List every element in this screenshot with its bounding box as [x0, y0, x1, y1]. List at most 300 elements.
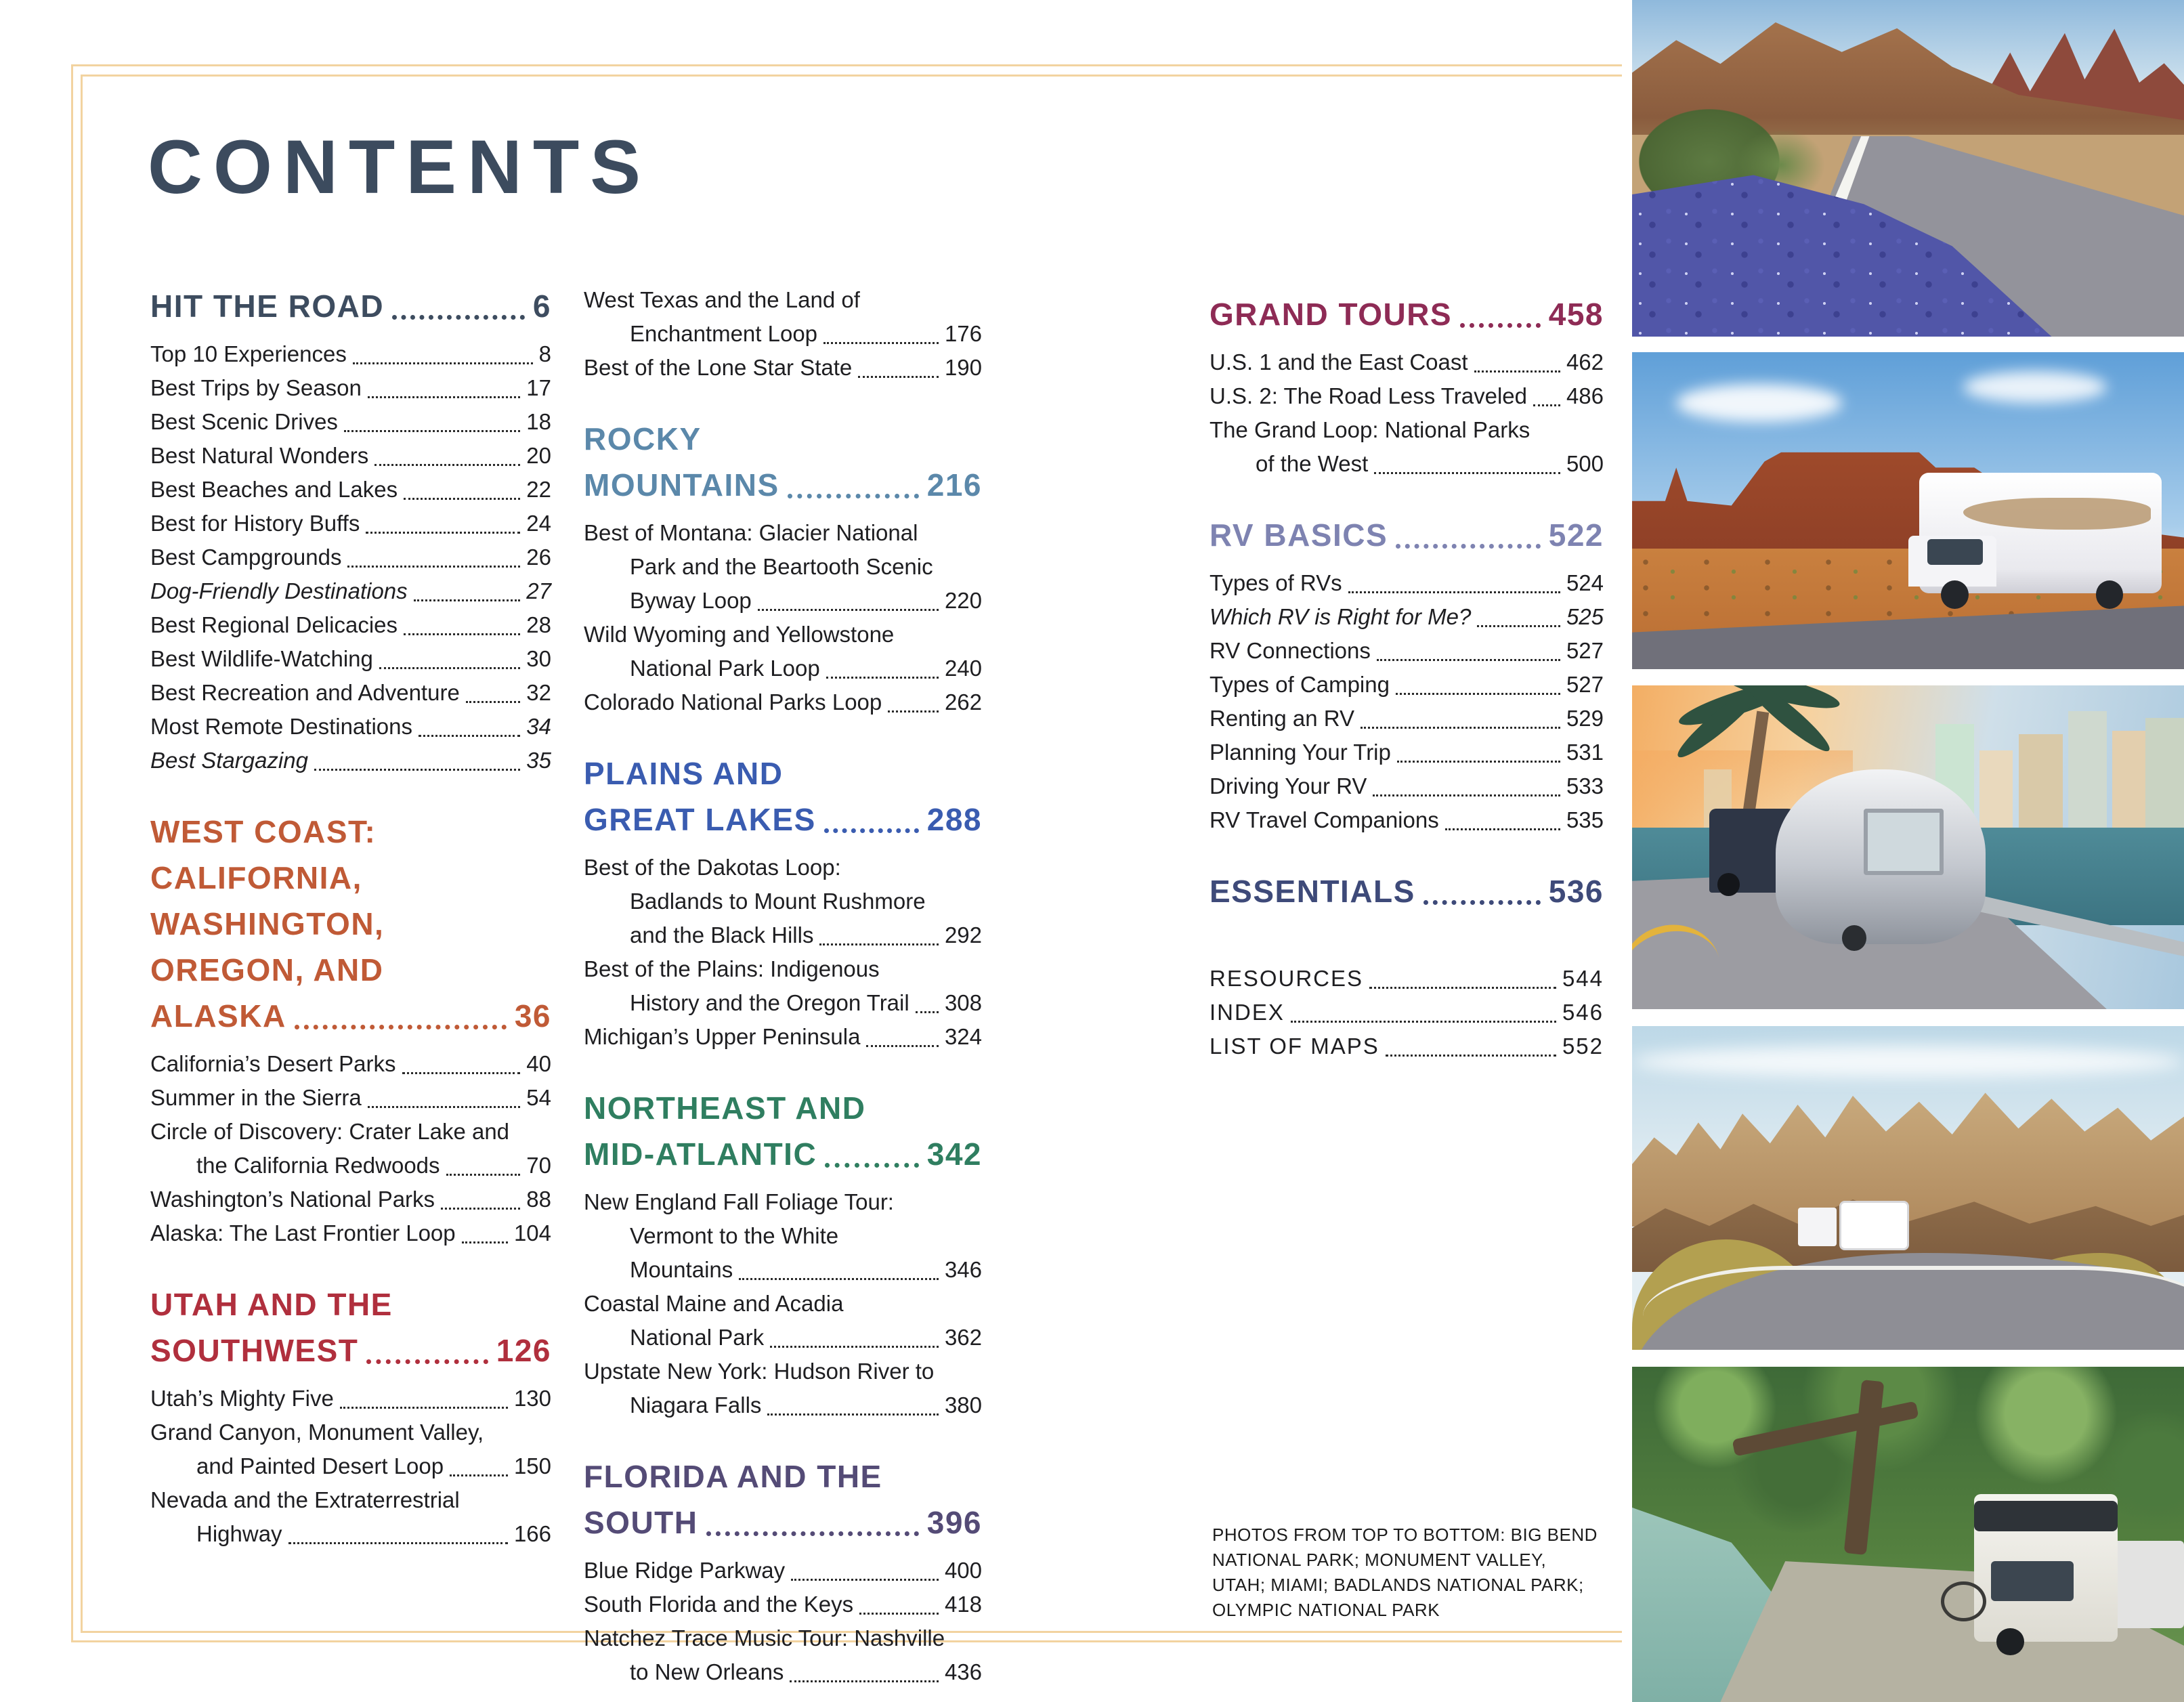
toc-entry — [1209, 413, 1604, 481]
toc-entry — [1209, 996, 1604, 1029]
photo-layer — [2112, 731, 2145, 834]
dot-leader — [466, 701, 520, 703]
toc-entry-line — [584, 283, 982, 317]
toc-entry-label: Best Trips by Season — [150, 375, 362, 400]
dot-leader — [1445, 828, 1560, 830]
photo-miami — [1632, 685, 2184, 1009]
photo-caption: PHOTOS FROM TOP TO BOTTOM: BIG BEND NATIONAL PARK; MONUMENT VALLEY, UTAH; MIAMI; BADLANDS NATIONAL PARK; OLYMPIC NATIONAL PARK — [1212, 1525, 1598, 1620]
dot-leader — [888, 710, 939, 712]
toc-entry-label: Best Beaches and Lakes — [150, 477, 398, 502]
toc-column-3 — [1209, 291, 1604, 1094]
dot-leader — [295, 1025, 507, 1029]
toc-entry — [584, 1588, 982, 1621]
toc-entry — [584, 1287, 982, 1355]
toc-entry — [584, 952, 982, 1020]
toc-entry — [150, 405, 551, 439]
section-header-line — [584, 1453, 982, 1499]
section-header-florida-and-the-south — [584, 1453, 982, 1546]
photo-layer — [1979, 750, 2013, 834]
dot-leader — [1460, 323, 1541, 328]
dot-leader — [790, 1680, 939, 1682]
section-header-line — [150, 1281, 551, 1327]
toc-entry-line — [1209, 566, 1604, 600]
toc-page-number: 150 — [513, 1453, 551, 1478]
toc-page-number: 262 — [944, 689, 982, 715]
section-header-text: WASHINGTON, — [150, 906, 385, 941]
toc-entry-label: Byway Loop — [630, 588, 752, 613]
rv-truck — [1798, 1208, 1837, 1246]
toc-entry-line — [150, 405, 551, 439]
toc-entry-line — [150, 1081, 551, 1115]
toc-page-number: 525 — [1566, 604, 1604, 629]
section-header-line — [584, 416, 982, 462]
section-header-text: GRAND TOURS — [1209, 297, 1453, 332]
toc-entry-line — [584, 1287, 982, 1321]
dot-leader — [767, 1413, 939, 1416]
dot-leader — [758, 609, 939, 611]
dot-leader — [344, 430, 520, 432]
toc-entry-label: Niagara Falls — [630, 1392, 762, 1418]
toc-entry — [584, 351, 982, 385]
toc-entry-line — [150, 1449, 551, 1483]
section-page-number: 536 — [1548, 874, 1604, 909]
section-header-line — [150, 993, 551, 1039]
toc-entry — [1209, 634, 1604, 668]
toc-entry-label: Colorado National Parks Loop — [584, 689, 882, 715]
dot-leader — [340, 1407, 508, 1409]
toc-page-number: 26 — [526, 545, 551, 570]
section-page-number: 458 — [1548, 297, 1604, 332]
toc-entry-label: Best Regional Delicacies — [150, 612, 398, 637]
toc-entry — [584, 851, 982, 952]
toc-entry-line — [584, 986, 982, 1020]
dot-leader — [1361, 727, 1560, 729]
toc-entry-line — [150, 473, 551, 507]
toc-page-number: 166 — [513, 1521, 551, 1546]
dot-leader — [392, 315, 525, 320]
toc-entry-line — [1209, 600, 1604, 634]
section-header-text: MID-ATLANTIC — [584, 1136, 817, 1172]
section-header-line — [1209, 512, 1604, 558]
section-header-text: HIT THE ROAD — [150, 289, 385, 324]
toc-entry-line — [584, 1253, 982, 1287]
dot-leader — [368, 1106, 521, 1108]
toc-column-2 — [584, 283, 982, 1702]
toc-entry-label: National Park Loop — [630, 656, 820, 681]
toc-entry-label: Mountains — [630, 1257, 733, 1282]
dot-leader — [366, 1359, 488, 1364]
dot-leader — [866, 1045, 938, 1047]
toc-page-number: 418 — [944, 1592, 982, 1617]
toc-entry-line — [150, 337, 551, 371]
toc-block-hit-the-road — [150, 283, 551, 778]
section-header-northeast-and-mid-atlantic — [584, 1085, 982, 1177]
dot-leader — [404, 633, 520, 635]
section-header-essentials — [1209, 868, 1604, 914]
photo-badlands — [1632, 1026, 2184, 1350]
section-header-text: SOUTH — [584, 1505, 698, 1540]
section-header-line — [584, 462, 982, 508]
photo-column — [1622, 0, 2184, 1702]
section-header-rocky-mountains — [584, 416, 982, 508]
toc-entry-line — [1209, 345, 1604, 379]
section-page-number: 216 — [926, 467, 982, 503]
toc-entry-line — [150, 744, 551, 778]
toc-entry — [584, 1185, 982, 1287]
toc-entry-line — [584, 1185, 982, 1219]
photo-layer — [2019, 734, 2063, 834]
section-header-line — [150, 809, 551, 855]
dot-leader — [288, 1542, 508, 1544]
toc-entry-line — [150, 608, 551, 642]
section-header-hit-the-road — [150, 283, 551, 329]
section-header-plains-and-great-lakes — [584, 750, 982, 843]
toc-entry-label: Grand Canyon, Monument Valley, — [150, 1420, 484, 1445]
toc-entry-label: Types of Camping — [1209, 672, 1390, 697]
toc-entry-label: Badlands to Mount Rushmore — [630, 889, 926, 914]
toc-entry — [584, 1020, 982, 1054]
section-header-line — [584, 1131, 982, 1177]
toc-entry-line — [1209, 634, 1604, 668]
toc-page-number: 546 — [1562, 1000, 1604, 1025]
photo-layer — [1963, 371, 2107, 403]
toc-entry-line — [150, 1382, 551, 1416]
toc-entry — [150, 1216, 551, 1250]
toc-entry — [150, 1047, 551, 1081]
dot-leader — [1396, 693, 1560, 695]
toc-page-number: 54 — [526, 1085, 551, 1110]
photo-layer — [1996, 1628, 2024, 1655]
dot-leader — [1397, 761, 1560, 763]
photo-layer — [2145, 718, 2184, 834]
section-page-number: 396 — [926, 1505, 982, 1540]
section-page-number: 342 — [926, 1136, 982, 1172]
dot-leader — [441, 1208, 520, 1210]
toc-entry-line — [150, 1416, 551, 1449]
toc-entry-label: Best Stargazing — [150, 748, 308, 773]
toc-page-number: 462 — [1566, 349, 1604, 375]
toc-entry-label: Vermont to the White — [630, 1223, 839, 1248]
toc-entry-line — [584, 317, 982, 351]
dot-leader — [419, 735, 520, 737]
dot-leader — [347, 566, 520, 568]
toc-block-northeast-and-mid-atlantic — [584, 1085, 982, 1422]
section-header-line — [150, 947, 551, 993]
toc-page-number: 104 — [513, 1220, 551, 1246]
photo-layer — [2107, 1541, 2184, 1628]
toc-entry-line — [584, 1655, 982, 1689]
toc-entry-label: Utah’s Mighty Five — [150, 1386, 334, 1411]
toc-entry — [150, 540, 551, 574]
toc-entry — [150, 710, 551, 744]
toc-page-number: 400 — [944, 1558, 982, 1583]
toc-entry-label: the California Redwoods — [196, 1153, 440, 1178]
toc-page-number: 324 — [944, 1024, 982, 1049]
toc-entry — [1209, 566, 1604, 600]
photo-layer — [1632, 1046, 2184, 1078]
toc-entry-label: Circle of Discovery: Crater Lake and — [150, 1119, 510, 1144]
toc-page-number: 524 — [1566, 570, 1604, 595]
section-page-number: 36 — [514, 998, 551, 1034]
dot-leader — [404, 498, 520, 500]
section-header-utah-and-the-southwest — [150, 1281, 551, 1374]
toc-page-number: 533 — [1566, 773, 1604, 799]
toc-entry-line — [150, 676, 551, 710]
toc-page-number: 292 — [944, 922, 982, 948]
toc-entry-label: Best of the Plains: Indigenous — [584, 956, 880, 981]
toc-entry-line — [584, 851, 982, 885]
toc-block-rocky-mountains — [584, 416, 982, 719]
toc-entry-line — [584, 952, 982, 986]
toc-entry-line — [150, 1115, 551, 1149]
photo-layer — [2096, 580, 2124, 609]
toc-entry-label: West Texas and the Land of — [584, 287, 860, 312]
toc-page-number: 70 — [526, 1153, 551, 1178]
dot-leader — [739, 1278, 939, 1280]
toc-entry-label: LIST OF MAPS — [1209, 1034, 1379, 1059]
dot-leader — [368, 396, 520, 398]
dot-leader — [314, 769, 520, 771]
toc-page-number: 88 — [526, 1187, 551, 1212]
toc-page-number: 40 — [526, 1051, 551, 1076]
toc-page-number: 535 — [1566, 807, 1604, 832]
toc-entry-label: Best Campgrounds — [150, 545, 342, 570]
section-header-text: FLORIDA AND THE — [584, 1459, 882, 1494]
toc-entry-line — [150, 1216, 551, 1250]
section-header-text: RV BASICS — [1209, 517, 1388, 553]
section-header-line — [584, 1499, 982, 1546]
toc-page-number: 8 — [538, 341, 551, 366]
toc-entry-label: Highway — [196, 1521, 282, 1546]
section-header-text: WEST COAST: — [150, 814, 377, 849]
toc-entry — [1209, 702, 1604, 736]
section-header-line — [1209, 868, 1604, 914]
dot-leader — [791, 1579, 939, 1581]
dot-leader — [379, 667, 520, 669]
toc-page-number: 20 — [526, 443, 551, 468]
toc-entry-line — [150, 1517, 551, 1551]
toc-entry — [1209, 1029, 1604, 1063]
section-page-number: 522 — [1548, 517, 1604, 553]
toc-entry-line — [150, 540, 551, 574]
toc-entry-line — [1209, 996, 1604, 1029]
photo-layer — [1864, 809, 1944, 875]
toc-entry-label: Best for History Buffs — [150, 511, 360, 536]
toc-block-essentials — [1209, 868, 1604, 914]
toc-entry-line — [584, 1219, 982, 1253]
toc-entry-line — [584, 550, 982, 584]
dot-leader — [462, 1241, 508, 1243]
toc-entry-line — [584, 1554, 982, 1588]
dot-leader — [706, 1531, 919, 1536]
toc-entry — [1209, 736, 1604, 769]
toc-entry — [150, 608, 551, 642]
toc-page-number: 176 — [944, 321, 982, 346]
section-page-number: 288 — [926, 802, 982, 837]
toc-entry-line — [1209, 702, 1604, 736]
toc-entry-label: Renting an RV — [1209, 706, 1355, 731]
toc-entry-line — [150, 574, 551, 608]
dot-leader — [353, 362, 533, 364]
toc-entry-label: RV Travel Companions — [1209, 807, 1439, 832]
section-header-text: UTAH AND THE — [150, 1287, 393, 1322]
dot-leader — [916, 1011, 939, 1013]
toc-entry — [584, 283, 982, 351]
section-header-text: GREAT LAKES — [584, 802, 816, 837]
toc-entry — [584, 516, 982, 618]
toc-page-number: 544 — [1562, 966, 1604, 991]
toc-page-number: 308 — [944, 990, 982, 1015]
toc-entry-label: Top 10 Experiences — [150, 341, 347, 366]
section-header-line — [150, 1327, 551, 1374]
section-header-text: OREGON, AND — [150, 952, 384, 987]
toc-entry — [150, 1483, 551, 1551]
toc-page-number: 30 — [526, 646, 551, 671]
toc-entry-line — [584, 1321, 982, 1355]
dot-leader — [1373, 794, 1560, 796]
dot-leader — [825, 1163, 919, 1168]
toc-page-number: 240 — [944, 656, 982, 681]
toc-entry — [150, 1115, 551, 1183]
dot-leader — [823, 342, 939, 344]
toc-entry-label: South Florida and the Keys — [584, 1592, 854, 1617]
toc-entry-label: Blue Ridge Parkway — [584, 1558, 786, 1583]
toc-entry — [1209, 345, 1604, 379]
toc-entry — [150, 371, 551, 405]
toc-entry — [584, 1554, 982, 1588]
section-header-text: ESSENTIALS — [1209, 874, 1415, 909]
dot-leader — [859, 1613, 939, 1615]
toc-entry-line — [584, 351, 982, 385]
toc-entry-line — [150, 439, 551, 473]
dot-leader — [1369, 987, 1556, 989]
toc-entry-label: Wild Wyoming and Yellowstone — [584, 622, 895, 647]
toc-page-number: 34 — [526, 714, 551, 739]
toc-entry-line — [584, 1588, 982, 1621]
toc-entry-label: Enchantment Loop — [630, 321, 818, 346]
dot-leader — [858, 376, 939, 378]
toc-entry-label: Natchez Trace Music Tour: Nashville — [584, 1625, 945, 1651]
toc-entry — [150, 676, 551, 710]
section-page-number: 6 — [532, 289, 551, 324]
toc-entry — [1209, 962, 1604, 996]
toc-entry-label: National Park — [630, 1325, 765, 1350]
toc-entry-label: Alaska: The Last Frontier Loop — [150, 1220, 456, 1246]
toc-entry-line — [150, 1149, 551, 1183]
toc-entry-line — [584, 618, 982, 652]
dot-leader — [446, 1174, 521, 1176]
section-header-line — [584, 750, 982, 796]
toc-entry-label: Most Remote Destinations — [150, 714, 412, 739]
dot-leader — [450, 1474, 508, 1476]
toc-block-plains-and-great-lakes — [584, 750, 982, 1054]
rv-trailer — [1839, 1201, 1910, 1250]
toc-entry-label: Michigan’s Upper Peninsula — [584, 1024, 861, 1049]
section-header-text: PLAINS AND — [584, 756, 784, 791]
toc-entry — [1209, 769, 1604, 803]
toc-entry-label: Summer in the Sierra — [150, 1085, 362, 1110]
toc-entry-label: California’s Desert Parks — [150, 1051, 396, 1076]
toc-entry-label: Best of the Dakotas Loop: — [584, 855, 841, 880]
toc-entry-label: Best Scenic Drives — [150, 409, 338, 434]
toc-entry — [150, 1416, 551, 1483]
toc-entry — [584, 618, 982, 685]
toc-entry — [150, 1183, 551, 1216]
dot-leader — [1291, 1021, 1556, 1023]
dot-leader — [788, 494, 919, 498]
toc-entry — [150, 574, 551, 608]
toc-entry-label: New England Fall Foliage Tour: — [584, 1189, 894, 1214]
toc-entry-line — [1209, 962, 1604, 996]
dot-leader — [1386, 1055, 1556, 1057]
photo-monument-valley — [1632, 352, 2184, 669]
toc-page-number: 436 — [944, 1659, 982, 1684]
toc-entry-line — [584, 918, 982, 952]
toc-entry-label: Nevada and the Extraterrestrial — [150, 1487, 460, 1512]
toc-entry-label: Dog-Friendly Destinations — [150, 578, 408, 603]
photo-layer — [1717, 873, 1740, 895]
toc-entry-label: Best Recreation and Adventure — [150, 680, 460, 705]
toc-entry — [1209, 668, 1604, 702]
toc-block-back-matter — [1209, 962, 1604, 1063]
toc-entry-line — [1209, 668, 1604, 702]
toc-entry-line — [584, 1020, 982, 1054]
toc-entry-label: Best Wildlife-Watching — [150, 646, 373, 671]
toc-page-number: 18 — [526, 409, 551, 434]
toc-entry-line — [1209, 379, 1604, 413]
toc-entry — [584, 1621, 982, 1689]
toc-entry-label: Planning Your Trip — [1209, 740, 1391, 765]
dot-leader — [1423, 900, 1541, 905]
dot-leader — [414, 599, 521, 601]
toc-page-number: 531 — [1566, 740, 1604, 765]
toc-entry-line — [584, 1621, 982, 1655]
toc-entry-line — [150, 1183, 551, 1216]
dot-leader — [1377, 659, 1560, 661]
toc-entry-line — [150, 507, 551, 540]
toc-page-number: 130 — [513, 1386, 551, 1411]
toc-entry-line — [150, 371, 551, 405]
dot-leader — [1374, 472, 1560, 474]
toc-page-number: 220 — [944, 588, 982, 613]
toc-entry-line — [1209, 1029, 1604, 1063]
photo-layer — [1941, 580, 1969, 609]
section-header-text: CALIFORNIA, — [150, 860, 362, 895]
toc-entry — [150, 439, 551, 473]
section-header-text: ROCKY — [584, 421, 702, 456]
section-header-text: SOUTHWEST — [150, 1333, 359, 1368]
toc-entry — [584, 1355, 982, 1422]
section-header-line — [150, 855, 551, 901]
dot-leader — [1474, 370, 1560, 373]
toc-page-number: 500 — [1566, 451, 1604, 476]
toc-entry — [150, 642, 551, 676]
toc-entry-label: U.S. 1 and the East Coast — [1209, 349, 1468, 375]
toc-page-number: 527 — [1566, 638, 1604, 663]
section-header-line — [584, 1085, 982, 1131]
toc-entry-line — [584, 1355, 982, 1388]
photo-layer — [1927, 539, 1983, 564]
dot-leader — [374, 464, 520, 466]
toc-entry — [150, 507, 551, 540]
toc-block-utah-southwest-continued — [584, 283, 982, 385]
dot-leader — [1533, 404, 1560, 406]
toc-entry-label: of the West — [1256, 451, 1369, 476]
photo-layer — [1643, 1266, 2184, 1350]
toc-entry — [1209, 600, 1604, 634]
toc-entry — [150, 1081, 551, 1115]
toc-entry-label: Coastal Maine and Acadia — [584, 1291, 844, 1316]
